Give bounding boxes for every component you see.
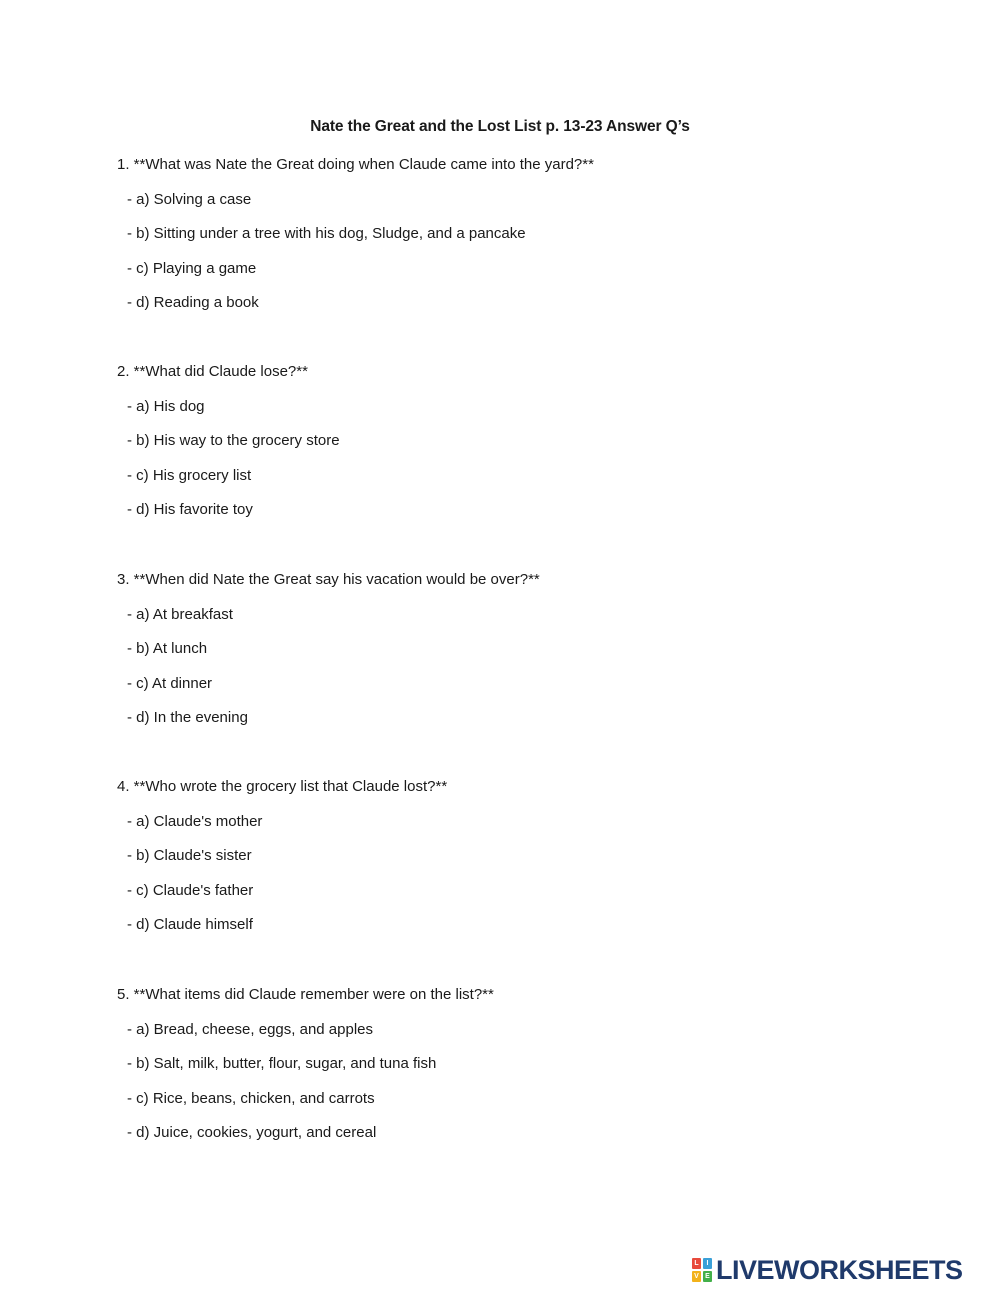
question-1-option-c: - c) Playing a game [127, 259, 257, 277]
question-3 [117, 570, 877, 743]
question-4 [117, 777, 877, 950]
logo-mark-e: E [703, 1271, 712, 1282]
question-1-option-a: - a) Solving a case [127, 190, 252, 208]
question-5-option-d: - d) Juice, cookies, yogurt, and cereal [127, 1124, 377, 1142]
question-4-option-c: - c) Claude's father [127, 881, 254, 899]
question-2-text: 2. **What did Claude lose?** [117, 363, 308, 380]
question-5-option-b: - b) Salt, milk, butter, flour, sugar, and tuna fish [127, 1055, 437, 1073]
question-4-option-d: - d) Claude himself [127, 916, 253, 934]
logo-mark-i: I [703, 1258, 712, 1269]
logo-mark-v: V [692, 1271, 701, 1282]
question-3-option-a: - a) At breakfast [127, 605, 233, 623]
liveworksheets-logo-icon [692, 1258, 712, 1282]
question-5-text: 5. **What items did Claude remember were on the list?** [117, 986, 494, 1003]
question-1-text: 1. **What was Nate the Great doing when Claude came into the yard?** [117, 156, 594, 173]
question-1 [117, 155, 877, 328]
liveworksheets-logo-text: LIVEWORKSHEETS [716, 1255, 963, 1285]
question-2-option-c: - c) His grocery list [127, 466, 252, 484]
question-1-option-d: - d) Reading a book [127, 294, 259, 312]
liveworksheets-logo[interactable] [692, 1256, 963, 1284]
question-2 [117, 362, 877, 535]
question-3-option-b: - b) At lunch [127, 640, 208, 658]
question-5 [117, 985, 877, 1158]
question-3-option-d: - d) In the evening [127, 709, 248, 727]
question-4-text: 4. **Who wrote the grocery list that Claude lost?** [117, 778, 448, 795]
question-3-text: 3. **When did Nate the Great say his vacation would be over?** [117, 571, 540, 588]
question-1-option-b: - b) Sitting under a tree with his dog, Sludge, and a pancake [127, 225, 526, 243]
question-5-option-a: - a) Bread, cheese, eggs, and apples [127, 1020, 373, 1038]
question-4-option-a: - a) Claude's mother [127, 812, 263, 830]
question-4-option-b: - b) Claude's sister [127, 847, 252, 865]
question-2-option-b: - b) His way to the grocery store [127, 432, 340, 450]
question-2-option-d: - d) His favorite toy [127, 501, 253, 519]
question-2-option-a: - a) His dog [127, 397, 205, 415]
page-title: Nate the Great and the Lost List p. 13-23 Answer Q’s [310, 118, 690, 135]
logo-mark-l: L [692, 1258, 701, 1269]
question-3-option-c: - c) At dinner [127, 674, 213, 692]
question-5-option-c: - c) Rice, beans, chicken, and carrots [127, 1089, 375, 1107]
